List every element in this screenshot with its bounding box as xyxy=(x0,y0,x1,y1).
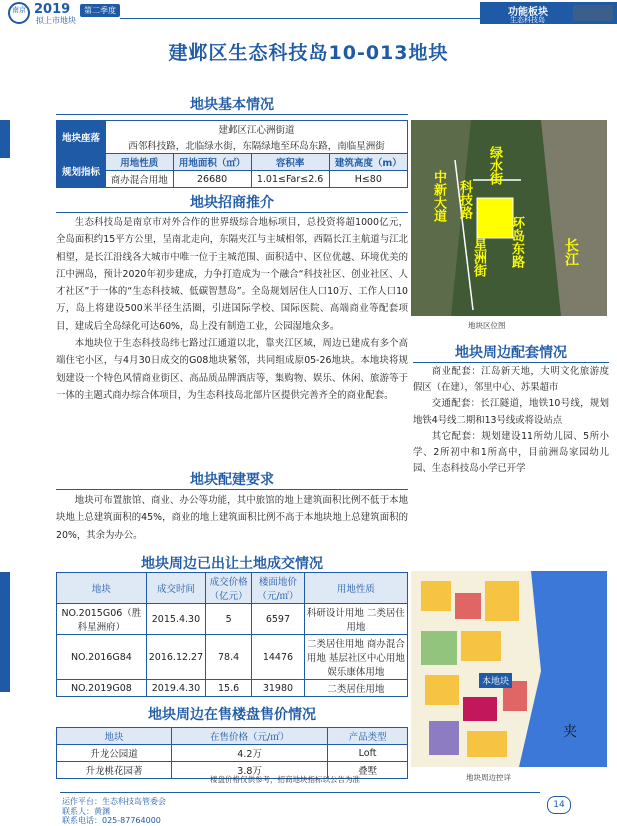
header-year: 2019 xyxy=(34,2,71,17)
section-divider xyxy=(56,489,408,490)
section-tab xyxy=(480,2,617,24)
facility-item: 商业配套：江岛新天地，大明文化旅游度假区（在建），邻里中心、苏果超市 xyxy=(413,366,609,394)
table-cell: 3.8万 xyxy=(172,762,328,779)
table-cell: 78.4 xyxy=(206,635,252,680)
table-cell: 升龙桃花园著 xyxy=(57,762,172,779)
section-divider xyxy=(56,114,408,115)
far-value: 1.01≤Far≤2.6 xyxy=(251,171,329,188)
side-accent-bar xyxy=(0,572,10,692)
table-cell: 14476 xyxy=(252,635,305,680)
footer-phone: 联系电话：025-87764000 xyxy=(62,816,161,825)
promo-paragraph: 生态科技岛是南京市对外合作的世界级综合地标项目，总投资将超1000亿元，全岛面积约15平方公里，呈南北走向，东隔夹江与主城相邻，西隔长江主航道与江北相望，是长江沿线各大城市中唯一位于主城范围、面积适中、区位优越、环境优美的江中洲岛，预计2020年初步建成，力争打造成为一个融合“科技社区、创业社区、人才社区”于一体的“生态科技城、低碳智慧岛”。全岛规划居住人口10万、工作人口10万，岛上将建设500米半径生活圈，引进国际学校、国际医院、高端商业等配套项目，建成后全岛绿化可达60%，岛上没有制造工业，公园湿地众多。 xyxy=(56,217,408,332)
page-number: 14 xyxy=(547,796,571,814)
table-cell: 5 xyxy=(206,604,252,635)
subject-plot-label: 本地块 xyxy=(479,673,512,688)
col-header: 建筑高度（m） xyxy=(329,154,407,171)
table-cell: 6597 xyxy=(252,604,305,635)
land-use-value: 商办混合用地 xyxy=(106,171,174,188)
side-accent-bar xyxy=(0,120,10,158)
facility-item: 交通配套：长江隧道，地铁10号线，规划地铁4号线二期和13号线或将设站点 xyxy=(413,398,609,426)
area-value: 26680 xyxy=(173,171,251,188)
table-cell: 2019.4.30 xyxy=(146,680,205,697)
zoning-map xyxy=(411,571,607,767)
table-row xyxy=(57,604,408,635)
col-header: 在售价格（元/㎡） xyxy=(172,728,328,745)
table-cell: 升龙公园道 xyxy=(57,745,172,762)
city-badge: 南京 xyxy=(8,2,30,24)
road-label: 科技路 xyxy=(457,180,472,219)
location-label: 地块座落 xyxy=(57,121,106,154)
section-sold-heading: 地块周边已出让土地成交情况 xyxy=(141,556,323,572)
planning-label: 规划指标 xyxy=(57,154,106,188)
table-cell: 2015.4.30 xyxy=(146,604,205,635)
section-tab-title: 功能板块 xyxy=(508,7,548,18)
header-rule xyxy=(120,18,480,19)
table-cell: 二类居住用地 xyxy=(304,680,407,697)
sale-note: 楼盘价格仅供参考，招商地块指标以公告为准 xyxy=(210,775,360,784)
col-header: 地块 xyxy=(57,728,172,745)
table-cell: NO.2015G06（胜科星洲府） xyxy=(57,604,147,635)
footer-platform: 运作平台：生态科技岛管委会 xyxy=(62,797,166,806)
section-promo-heading: 地块招商推介 xyxy=(190,195,274,211)
road-label: 中新大道 xyxy=(431,170,446,222)
map1-caption: 地块区位图 xyxy=(468,321,506,330)
location-map xyxy=(411,120,607,316)
sale-price-table xyxy=(56,727,408,779)
header-quarter: 第二季度 xyxy=(80,4,120,17)
section-tab-subtitle: 生态科技岛 xyxy=(510,16,545,24)
facilities-text xyxy=(413,364,609,477)
promo-text xyxy=(56,214,408,404)
road-label: 环岛东路 xyxy=(509,216,524,268)
section-facilities-heading: 地块周边配套情况 xyxy=(455,345,567,361)
col-header: 用地性质 xyxy=(304,573,407,604)
col-header: 容积率 xyxy=(251,154,329,171)
table-row xyxy=(57,635,408,680)
zoning-map-graphic xyxy=(411,571,607,767)
sold-land-table xyxy=(56,572,408,697)
section-divider xyxy=(413,362,609,363)
table-cell: 2016.12.27 xyxy=(146,635,205,680)
col-header: 成交时间 xyxy=(146,573,205,604)
table-row xyxy=(57,745,408,762)
section-requirements-heading: 地块配建要求 xyxy=(190,472,274,488)
requirements-paragraph: 地块可布置旅馆、商业、办公等功能，其中旅馆的地上建筑面积比例不低于本地块地上总建筑面积的45%，商业的地上建筑面积比例不高于本地块地上总建筑面积的20%，其余为办公。 xyxy=(56,495,408,541)
basic-info-table xyxy=(56,120,408,188)
location-line: 西邻科技路，北临绿水街，东隔绿地至环岛东路，南临星洲街 xyxy=(106,137,408,154)
section-basic-heading: 地块基本情况 xyxy=(190,97,274,113)
map2-caption: 地块周边控详 xyxy=(466,773,511,782)
footer-contact: 联系人：黄渊 xyxy=(62,807,110,816)
footer-rule xyxy=(60,792,540,793)
col-header: 楼面地价（元/㎡） xyxy=(252,573,305,604)
road-label: 星洲街 xyxy=(471,238,486,277)
section-sale-heading: 地块周边在售楼盘售价情况 xyxy=(148,707,316,723)
table-cell: NO.2019G08 xyxy=(57,680,147,697)
table-cell: 15.6 xyxy=(206,680,252,697)
facility-item: 其它配套：规划建设11所幼儿园、5所小学、2所初中和1所高中，目前洲岛家园幼儿园、生态科技岛小学已开学 xyxy=(413,430,609,475)
header-subtitle: 拟上市地块 xyxy=(36,16,76,25)
promo-paragraph: 本地块位于生态科技岛纬七路过江通道以北，靠夹江区域，周边已建成有多个高端住宅小区，与4月30日成交的G08地块紧邻，共同组成原05-26地块。本地块将规划建设一个特色风情商业街区、高品质品牌酒店等，集购物、娱乐、休闲、旅游等于一体的主题式商办综合体项目，为生态科技岛北部片区提供完善齐全的商业配套。 xyxy=(56,338,408,401)
col-header: 产品类型 xyxy=(328,728,408,745)
table-cell: NO.2016G84 xyxy=(57,635,147,680)
table-cell: 科研设计用地 二类居住用地 xyxy=(304,604,407,635)
table-cell: 31980 xyxy=(252,680,305,697)
table-cell: 叠墅 xyxy=(328,762,408,779)
section-divider xyxy=(56,212,408,213)
road-label: 绿水街 xyxy=(487,146,502,185)
river-label: 长江 xyxy=(563,238,579,266)
location-line: 建邺区江心洲街道 xyxy=(106,121,408,138)
height-value: H≤80 xyxy=(329,171,407,188)
col-header: 地块 xyxy=(57,573,147,604)
col-header: 用地面积（㎡） xyxy=(173,154,251,171)
river-label: 夹 xyxy=(563,724,577,740)
requirements-text xyxy=(56,492,408,544)
col-header: 用地性质 xyxy=(106,154,174,171)
table-row xyxy=(57,680,408,697)
page-title: 建邺区生态科技岛10-013地块 xyxy=(168,42,449,64)
table-cell: 二类居住用地 商办混合用地 基层社区中心用地 娱乐康体用地 xyxy=(304,635,407,680)
header-photo xyxy=(573,5,613,21)
table-cell: 4.2万 xyxy=(172,745,328,762)
col-header: 成交价格（亿元） xyxy=(206,573,252,604)
table-cell: Loft xyxy=(328,745,408,762)
